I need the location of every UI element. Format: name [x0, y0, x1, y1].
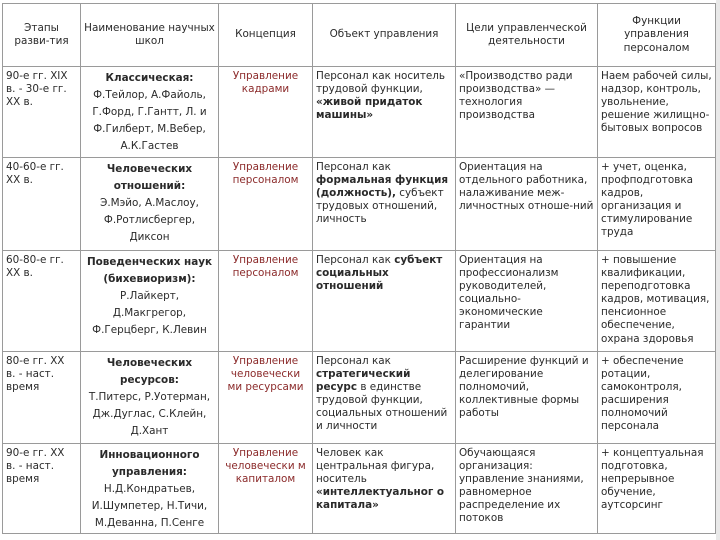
school-name: Человеческих отношений:	[106, 163, 193, 192]
concept-cell: Управление кадрами	[219, 67, 313, 158]
object-text: Персонал как	[316, 254, 395, 266]
school-cell	[81, 352, 219, 444]
functions-cell: + учет, оценка, профподготовка кадров, организация и стимулирование труда	[598, 158, 716, 251]
era-cell: 60-80-е гг. XX в.	[3, 251, 81, 352]
functions-cell: + повышение квалификации, переподготовка кадров, мотивация, пенсионное обеспечение, охрана здоровья	[598, 251, 716, 352]
era-cell: 80-е гг. XX в. - наст. время	[3, 352, 81, 444]
era-cell: 40-60-е гг. XX в.	[3, 158, 81, 251]
header-concept: Концепция	[219, 4, 313, 67]
school-authors: Н.Д.Кондратьев, И.Шумпетер, Н.Тичи, М.Деванна, П.Сенге	[91, 483, 208, 529]
object-text: Персонал как	[316, 161, 391, 173]
goal-cell: «Производство ради производства» — технология производства	[456, 67, 598, 158]
object-text-rest: в единстве трудовой функции, социальных отношений и личности	[316, 381, 448, 433]
object-emphasis: субъект социальных отношений	[316, 254, 443, 293]
page-edge-shadow	[716, 0, 720, 540]
table-row	[3, 352, 716, 444]
functions-cell: + концептуальная подготовка, непрерывное обучение, аутсорсинг	[598, 444, 716, 534]
functions-cell: + обеспечение ротации, самоконтроля, расширения полномочий персонала	[598, 352, 716, 444]
school-cell	[81, 444, 219, 534]
header-row	[3, 4, 716, 67]
object-cell	[313, 251, 456, 352]
table-row	[3, 251, 716, 352]
table-row	[3, 67, 716, 158]
goal-cell: Расширение функций и делегирование полномочий, коллективные формы работы	[456, 352, 598, 444]
era-cell: 90-е гг. XX в. - наст. время	[3, 444, 81, 534]
object-text-rest: субъект трудовых отношений, личность	[316, 187, 444, 226]
object-cell	[313, 352, 456, 444]
goal-cell: Ориентация на отдельного работника, налаживание меж-личностных отноше-ний	[456, 158, 598, 251]
object-emphasis: «живой придаток машины»	[316, 96, 423, 122]
object-cell	[313, 158, 456, 251]
goal-cell: Обучающаяся организация: управление знаниями, равномерное распределение их потоков	[456, 444, 598, 534]
object-emphasis: «интеллектуальног о капитала»	[316, 486, 445, 512]
concept-cell: Управление человечески ми ресурсами	[219, 352, 313, 444]
school-cell	[81, 67, 219, 158]
school-name: Человеческих ресурсов:	[106, 357, 193, 386]
table-row	[3, 158, 716, 251]
header-school: Наименование научных школ	[81, 4, 219, 67]
object-text: Персонал как	[316, 355, 391, 367]
object-text: Человек как центральная фигура, носитель	[316, 447, 435, 486]
concept-cell: Управление человечески м капиталом	[219, 444, 313, 534]
era-cell: 90-е гг. XIX в. - 30-е гг. XX в.	[3, 67, 81, 158]
school-authors: Э.Мэйо, А.Маслоу, Ф.Ротлисбергер, Диксон	[100, 197, 199, 243]
school-name: Инновационного управления:	[99, 449, 200, 478]
goal-cell: Ориентация на профессионализм руководителей, социально-экономические гарантии	[456, 251, 598, 352]
object-cell	[313, 444, 456, 534]
object-emphasis: формальная функция (должность),	[316, 174, 449, 200]
school-authors: Т.Питерс, Р.Уотерман, Дж.Дуглас, С.Клейн, Д.Хант	[88, 391, 211, 437]
header-object: Объект управления	[313, 4, 456, 67]
school-authors: Ф.Тейлор, А.Файоль, Г.Форд, Г.Гантт, Л. и Ф.Гилберт, М.Вебер, А.К.Гастев	[92, 89, 207, 152]
header-goal: Цели управленческой деятельности	[456, 4, 598, 67]
concept-cell: Управление персоналом	[219, 251, 313, 352]
school-name: Классическая:	[105, 72, 194, 84]
concept-cell: Управление персоналом	[219, 158, 313, 251]
school-cell	[81, 158, 219, 251]
header-functions: Функции управления персоналом	[598, 4, 716, 67]
object-text: Персонал как носитель трудовой функции,	[316, 70, 446, 96]
school-authors: Р.Лайкерт, Д.Макгрегор, Ф.Герцберг, К.Левин	[92, 290, 207, 336]
functions-cell: Наем рабочей силы, надзор, контроль, увольнение, решение жилищно-бытовых вопросов	[598, 67, 716, 158]
school-name: Поведенческих наук (бихевиоризм):	[86, 256, 213, 285]
school-cell	[81, 251, 219, 352]
header-era: Этапы разви-тия	[3, 4, 81, 67]
object-emphasis: стратегический ресурс	[316, 368, 411, 394]
object-cell	[313, 67, 456, 158]
hr-evolution-table	[2, 3, 716, 534]
table-row	[3, 444, 716, 534]
